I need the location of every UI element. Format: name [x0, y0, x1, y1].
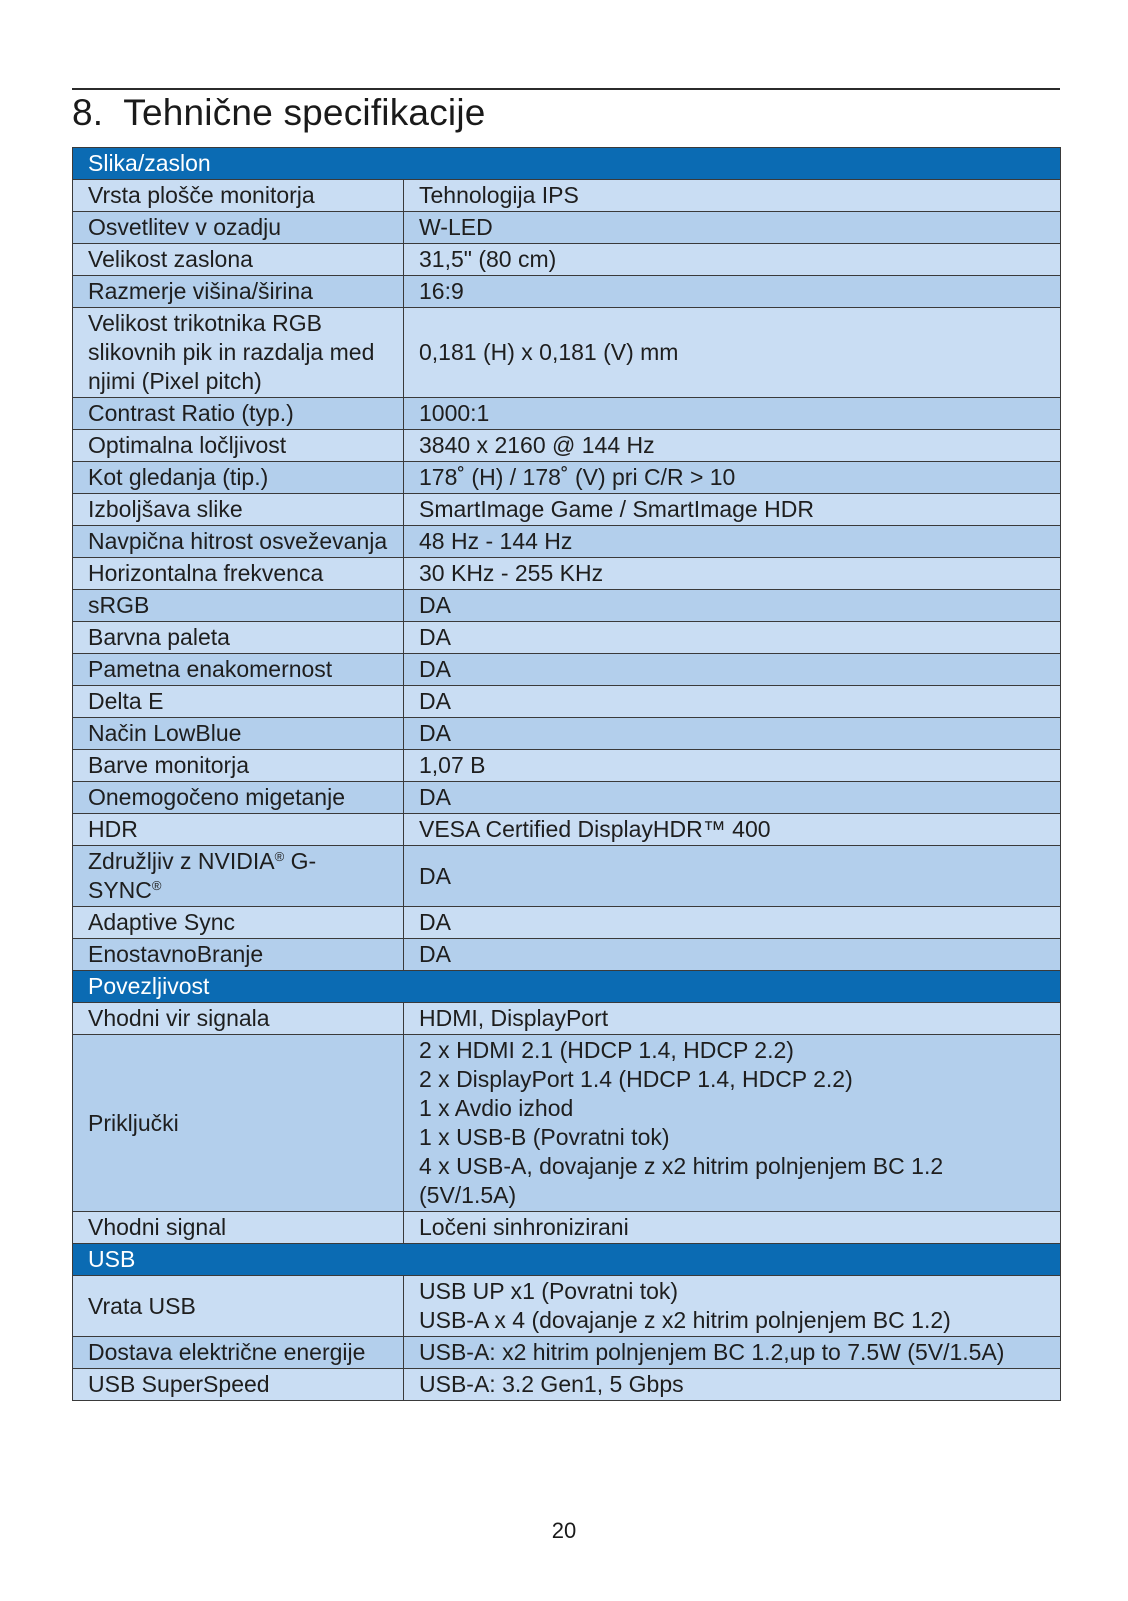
spec-row — [73, 430, 1061, 462]
spec-value-line: DA — [419, 862, 451, 889]
spec-row — [73, 939, 1061, 971]
spec-value — [404, 430, 1061, 462]
spec-row — [73, 907, 1061, 939]
spec-value-line: DA — [419, 720, 451, 746]
spec-row — [73, 212, 1061, 244]
spec-value — [404, 1003, 1061, 1035]
spec-label: Izboljšava slike — [73, 494, 404, 526]
spec-value — [404, 1035, 1061, 1212]
spec-value-line: DA — [419, 592, 451, 618]
spec-value-line: 16:9 — [419, 278, 464, 304]
spec-value — [404, 622, 1061, 654]
spec-label: Dostava električne energije — [73, 1337, 404, 1369]
spec-row — [73, 180, 1061, 212]
spec-row — [73, 718, 1061, 750]
spec-value — [404, 1212, 1061, 1244]
spec-value — [404, 212, 1061, 244]
spec-value-line: 48 Hz - 144 Hz — [419, 528, 573, 554]
section-header — [73, 1244, 1061, 1276]
spec-row — [73, 782, 1061, 814]
spec-row — [73, 398, 1061, 430]
spec-value-line: 1000:1 — [419, 400, 490, 426]
spec-value-line: 2 x DisplayPort 1.4 (HDCP 1.4, HDCP 2.2) — [419, 1066, 853, 1092]
spec-value — [404, 526, 1061, 558]
spec-value-line: 31,5" (80 cm) — [419, 246, 557, 272]
spec-label: Adaptive Sync — [73, 907, 404, 939]
spec-label: Contrast Ratio (typ.) — [73, 398, 404, 430]
spec-value — [404, 718, 1061, 750]
top-rule — [72, 88, 1060, 90]
spec-value-line: Ločeni sinhronizirani — [419, 1214, 629, 1240]
spec-value — [404, 782, 1061, 814]
spec-value-line: VESA Certified DisplayHDR™ 400 — [419, 816, 771, 842]
spec-row — [73, 654, 1061, 686]
spec-value-line: 3840 x 2160 @ 144 Hz — [419, 432, 655, 458]
spec-label: Vhodni vir signala — [73, 1003, 404, 1035]
spec-row — [73, 1276, 1061, 1337]
section-title: Slika/zaslon — [73, 148, 1061, 180]
spec-value-line: 4 x USB-A, dovajanje z x2 hitrim polnjenjem BC 1.2 (5V/1.5A) — [419, 1153, 944, 1208]
spec-row — [73, 558, 1061, 590]
spec-label: EnostavnoBranje — [73, 939, 404, 971]
spec-value-line: 30 KHz - 255 KHz — [419, 560, 604, 586]
spec-label: sRGB — [73, 590, 404, 622]
spec-value — [404, 750, 1061, 782]
spec-row — [73, 814, 1061, 846]
spec-label: Združljiv z NVIDIA® G-SYNC® — [73, 846, 404, 907]
spec-row — [73, 526, 1061, 558]
spec-row — [73, 846, 1061, 907]
spec-row — [73, 494, 1061, 526]
spec-value-line: 1 x USB-B (Povratni tok) — [419, 1124, 670, 1150]
spec-value — [404, 907, 1061, 939]
page-title — [72, 92, 486, 134]
spec-row — [73, 1369, 1061, 1401]
spec-value-line: 1,07 B — [419, 752, 486, 778]
spec-value — [404, 244, 1061, 276]
page-number: 20 — [551, 1518, 577, 1543]
spec-value — [404, 494, 1061, 526]
spec-value-line: USB UP x1 (Povratni tok) — [419, 1278, 679, 1304]
spec-label: Velikost trikotnika RGB slikovnih pik in razdalja med njimi (Pixel pitch) — [73, 308, 404, 398]
spec-value — [404, 686, 1061, 718]
spec-value — [404, 846, 1061, 907]
spec-value-line: DA — [419, 656, 451, 682]
spec-row — [73, 1337, 1061, 1369]
spec-value — [404, 308, 1061, 398]
spec-label: Barve monitorja — [73, 750, 404, 782]
spec-label: Barvna paleta — [73, 622, 404, 654]
spec-label: Delta E — [73, 686, 404, 718]
spec-label: Vhodni signal — [73, 1212, 404, 1244]
spec-label: Onemogočeno migetanje — [73, 782, 404, 814]
spec-value — [404, 558, 1061, 590]
spec-label: Osvetlitev v ozadju — [73, 212, 404, 244]
spec-value-line: HDMI, DisplayPort — [419, 1005, 609, 1031]
spec-label: Vrata USB — [73, 1276, 404, 1337]
spec-row — [73, 276, 1061, 308]
spec-value — [404, 398, 1061, 430]
spec-value-line: USB-A: 3.2 Gen1, 5 Gbps — [419, 1371, 684, 1397]
spec-value-line: DA — [419, 941, 451, 967]
spec-value-line: DA — [419, 784, 451, 810]
spec-value-line: DA — [419, 688, 451, 714]
spec-row — [73, 590, 1061, 622]
section-header — [73, 971, 1061, 1003]
spec-value-line: DA — [419, 909, 451, 935]
spec-value — [404, 939, 1061, 971]
spec-value-line: SmartImage Game / SmartImage HDR — [419, 496, 814, 522]
spec-row — [73, 686, 1061, 718]
spec-value-line: 1 x Avdio izhod — [419, 1095, 574, 1121]
spec-label: USB SuperSpeed — [73, 1369, 404, 1401]
spec-label: Velikost zaslona — [73, 244, 404, 276]
spec-value-line: W-LED — [419, 214, 493, 240]
spec-value-line: Tehnologija IPS — [419, 182, 579, 208]
spec-row — [73, 750, 1061, 782]
spec-label: Priključki — [73, 1035, 404, 1212]
spec-label: Kot gledanja (tip.) — [73, 462, 404, 494]
spec-row — [73, 622, 1061, 654]
spec-value — [404, 1369, 1061, 1401]
spec-row — [73, 1212, 1061, 1244]
spec-table — [72, 147, 1061, 1401]
spec-row — [73, 462, 1061, 494]
spec-label: Navpična hitrost osveževanja — [73, 526, 404, 558]
spec-label: Razmerje višina/širina — [73, 276, 404, 308]
spec-value — [404, 276, 1061, 308]
spec-row — [73, 244, 1061, 276]
spec-label: Pametna enakomernost — [73, 654, 404, 686]
section-header — [73, 148, 1061, 180]
chapter-number: 8. — [72, 92, 104, 133]
spec-label: Vrsta plošče monitorja — [73, 180, 404, 212]
spec-value — [404, 1337, 1061, 1369]
spec-label: Horizontalna frekvenca — [73, 558, 404, 590]
spec-value-line: USB-A: x2 hitrim polnjenjem BC 1.2,up to 7.5W (5V/1.5A) — [419, 1339, 1005, 1365]
spec-value — [404, 1276, 1061, 1337]
spec-label: Način LowBlue — [73, 718, 404, 750]
spec-label: HDR — [73, 814, 404, 846]
spec-row — [73, 308, 1061, 398]
spec-value-line: DA — [419, 624, 451, 650]
spec-value-line: USB-A x 4 (dovajanje z x2 hitrim polnjenjem BC 1.2) — [419, 1307, 951, 1333]
spec-value-line: 0,181 (H) x 0,181 (V) mm — [419, 339, 679, 365]
spec-value — [404, 814, 1061, 846]
section-title: USB — [73, 1244, 1061, 1276]
section-title: Povezljivost — [73, 971, 1061, 1003]
spec-label: Optimalna ločljivost — [73, 430, 404, 462]
spec-value — [404, 180, 1061, 212]
spec-value-line: 2 x HDMI 2.1 (HDCP 1.4, HDCP 2.2) — [419, 1037, 794, 1063]
spec-row — [73, 1035, 1061, 1212]
spec-value-line: 178˚ (H) / 178˚ (V) pri C/R > 10 — [419, 464, 736, 490]
chapter-title: Tehnične specifikacije — [123, 92, 486, 133]
spec-value — [404, 462, 1061, 494]
spec-value — [404, 590, 1061, 622]
spec-value — [404, 654, 1061, 686]
spec-row — [73, 1003, 1061, 1035]
